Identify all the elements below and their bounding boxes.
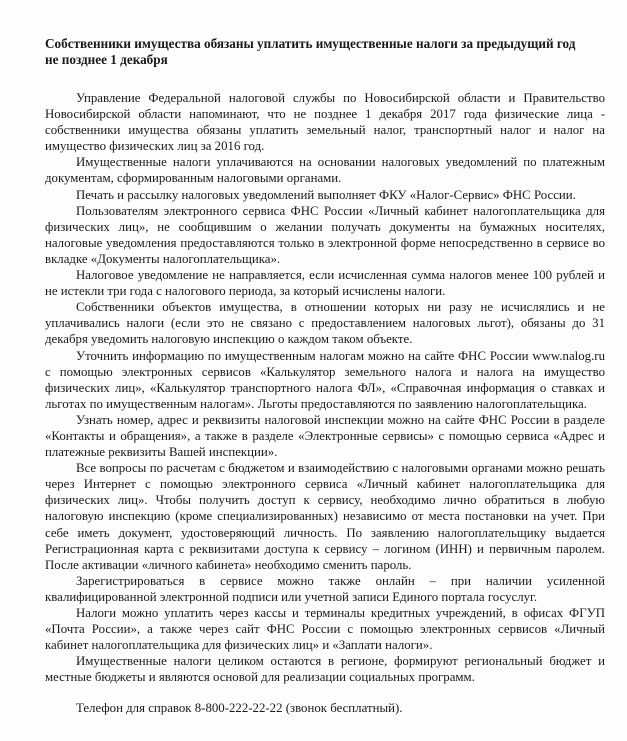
paragraph: Печать и рассылку налоговых уведомлений выполняет ФКУ «Налог-Сервис» ФНС России. <box>76 187 576 202</box>
document-title: Собственники имущества обязаны уплатить имущественные налоги за предыдущий год не позднее 1 декабря <box>45 36 576 67</box>
document-body <box>45 90 605 685</box>
paragraph: Узнать номер, адрес и реквизиты налоговой инспекции можно на сайте ФНС России в разделе «Контакты и обращения», а также в разделе «Электронные сервисы» с помощью сервиса «Адрес и платежные реквизиты Вашей инспекции». <box>45 412 605 460</box>
paragraph: Налоговое уведомление не направляется, если исчисленная сумма налогов менее 100 рублей и не истекли три года с налогового периода, за который исчислены налоги. <box>45 268 605 299</box>
paragraph: Уточнить информацию по имущественным налогам можно на сайте ФНС России www.nalog.ru с помощью электронных сервисов «Калькулятор земельного налога и налога на имущество физических лиц», «Калькулятор транспортного налога ФЛ», «Справочная информация о ставках и льготах по имущественным налогам». Льготы предоставляются по заявлению налогоплательщика. <box>45 348 605 411</box>
paragraph: Пользователям электронного сервиса ФНС России «Личный кабинет налогоплательщика для физических лиц», не сообщившим о желании получать документы на бумажных носителях, налоговые уведомления предоставляются только в электронной форме непосредственно в сервисе во вкладке «Документы налогоплательщика». <box>45 203 605 266</box>
paragraph: Имущественные налоги уплачиваются на основании налоговых уведомлений по платежным документам, сформированным налоговыми органами. <box>45 155 605 186</box>
paragraph: Собственники объектов имущества, в отношении которых ни разу не исчислялись и не уплачивались налоги (если это не связано с предоставлением налоговых льгот), обязаны до 31 декабря уведомить налоговую инспекцию о каждом таком объекте. <box>45 300 605 347</box>
paragraph: Все вопросы по расчетам с бюджетом и взаимодействию с налоговыми органами можно решать через Интернет с помощью электронного сервиса «Личный кабинет налогоплательщика для физических лиц». Чтобы получить доступ к сервису, необходимо лично обратиться в любую налоговую инспекцию (кроме специализированных) независимо от места постановки на учет. При себе иметь документ, удостоверяющий личность. По заявлению налогоплательщику выдается Регистрационная карта с реквизитами доступа к сервису – логином (ИНН) и первичным паролем. После активации «личного кабинета» необходимо сменить пароль. <box>45 461 605 572</box>
paragraph: Управление Федеральной налоговой службы по Новосибирской области и Правительство Новосибирской области напоминают, что не позднее 1 декабря 2017 года физические лица - собственники имущества обязаны уплатить земельный налог, транспортный налог и налог на имущество физических лиц за 2016 год. <box>45 91 605 154</box>
paragraph: Зарегистрироваться в сервисе можно также онлайн – при наличии усиленной квалифицированной электронной подписи или учетной записи Единого портала госуслуг. <box>45 573 605 604</box>
paragraph: Имущественные налоги целиком остаются в регионе, формируют региональный бюджет и местные бюджеты и являются основой для реализации социальных программ. <box>45 654 605 685</box>
paragraph: Налоги можно уплатить через кассы и терминалы кредитных учреждений, в офисах ФГУП «Почта России», а также через сайт ФНС России с помощью электронных сервисов «Личный кабинет налогоплательщика для физических лиц» и «Заплати налоги». <box>45 606 605 653</box>
phone-line: Телефон для справок 8-800-222-22-22 (звонок бесплатный). <box>76 701 403 716</box>
